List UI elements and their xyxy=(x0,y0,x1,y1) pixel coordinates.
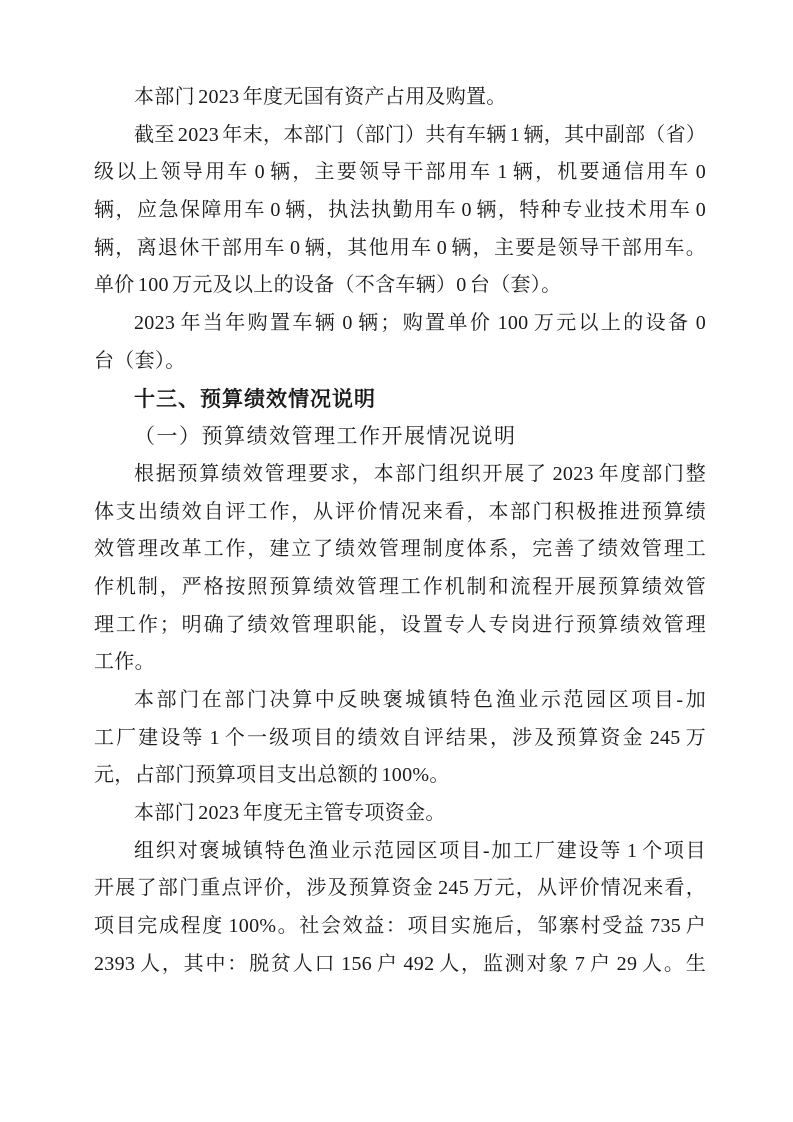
text-line: 工作。 xyxy=(94,651,155,674)
document-body xyxy=(94,79,706,984)
text-line: 截至 2023 年末，本部门（部门）共有车辆 1 辆，其中副部（省） xyxy=(134,123,707,146)
text-line: 本部门 2023 年度无国有资产占用及购置。 xyxy=(134,86,507,108)
text-line: 辆，离退休干部用车 0 辆，其他用车 0 辆，主要是领导干部用车。 xyxy=(94,236,706,259)
text-line: 单价 100 万元及以上的设备（不含车辆）0 台（套）。 xyxy=(94,274,562,297)
text-line: 项目完成程度 100%。社会效益：项目实施后，邹寨村受益 735 户 xyxy=(94,915,707,938)
text-line: 开展了部门重点评价，涉及预算资金 245 万元，从评价情况来看， xyxy=(94,877,706,900)
text-line: 根据预算绩效管理要求，本部门组织开展了 2023 年度部门整 xyxy=(134,462,706,485)
text-line: 2023 年当年购置车辆 0 辆；购置单价 100 万元以上的设备 0 xyxy=(134,312,706,335)
text-line: 2393 人，其中：脱贫人口 156 户 492 人，监测对象 7 户 29 人。生 xyxy=(94,952,706,975)
sub-heading: （一）预算绩效管理工作开展情况说明 xyxy=(134,424,517,449)
text-line: 辆，应急保障用车 0 辆，执法执勤用车 0 辆，特种专业技术用车 0 xyxy=(94,199,706,222)
text-line: 本部门在部门决算中反映褒城镇特色渔业示范园区项目-加 xyxy=(134,689,706,711)
text-line: 体支出绩效自评工作，从评价情况来看，本部门积极推进预算绩 xyxy=(94,500,706,523)
text-line: 本部门 2023 年度无主管专项资金。 xyxy=(134,802,446,825)
text-line: 效管理改革工作，建立了绩效管理制度体系，完善了绩效管理工 xyxy=(94,538,706,561)
text-line: 元，占部门预算项目支出总额的 100%。 xyxy=(94,764,450,787)
text-line: 组织对褒城镇特色渔业示范园区项目-加工厂建设等 1 个项目 xyxy=(134,839,706,862)
text-line: 作机制，严格按照预算绩效管理工作机制和流程开展预算绩效管 xyxy=(94,575,706,598)
text-line: 工厂建设等 1 个一级项目的绩效自评结果，涉及预算资金 245 万 xyxy=(94,726,706,749)
section-heading: 十三、预算绩效情况说明 xyxy=(134,387,376,411)
text-line: 级以上领导用车 0 辆，主要领导干部用车 1 辆，机要通信用车 0 xyxy=(94,161,706,184)
text-line: 理工作；明确了绩效管理职能，设置专人专岗进行预算绩效管理 xyxy=(94,613,706,636)
text-line: 台（套）。 xyxy=(94,349,186,372)
